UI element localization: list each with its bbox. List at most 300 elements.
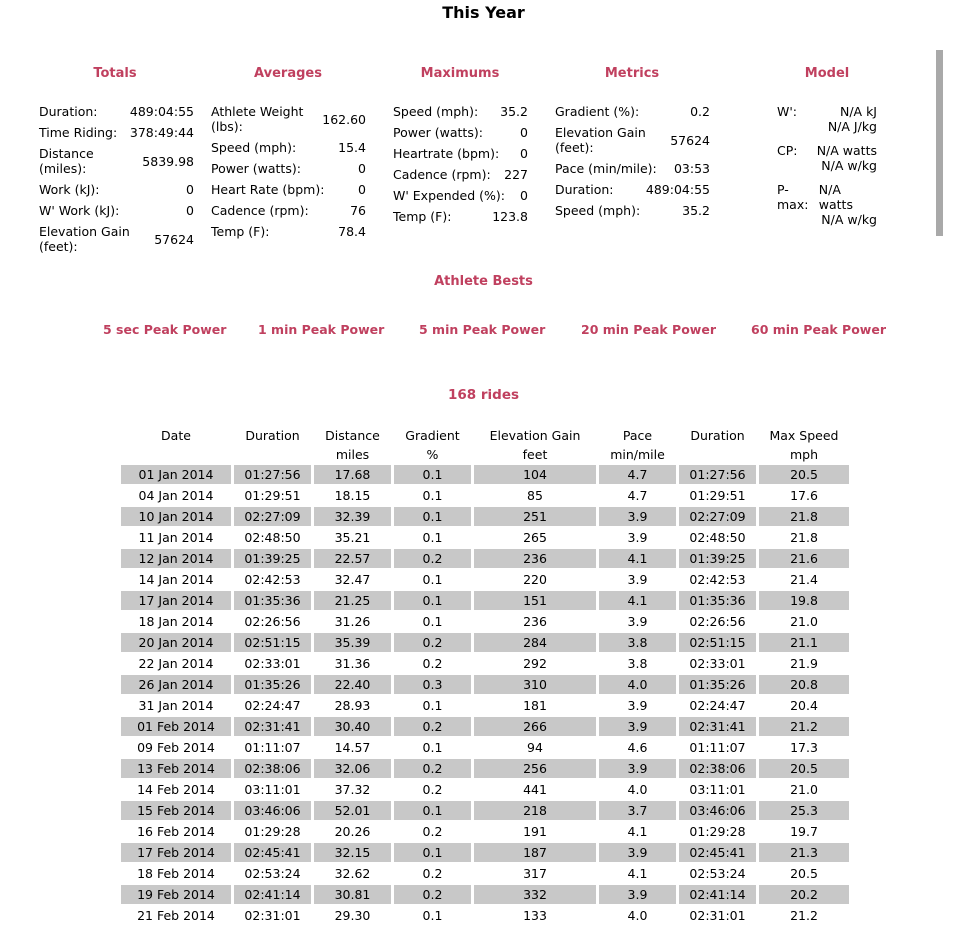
table-cell: 0.1 <box>394 507 471 526</box>
metrics-heading: Metrics <box>604 66 660 81</box>
table-cell: 10 Jan 2014 <box>121 507 231 526</box>
table-cell: 104 <box>474 465 596 484</box>
stat-label: Gradient (%): <box>555 104 640 119</box>
best-20min-link[interactable]: 20 min Peak Power <box>581 322 716 337</box>
stat-value: 378:49:44 <box>129 125 194 140</box>
best-60min-link[interactable]: 60 min Peak Power <box>751 322 886 337</box>
table-cell: 85 <box>527 488 543 503</box>
stat-value: 489:04:55 <box>129 104 194 119</box>
table-cell: 20.5 <box>790 866 818 881</box>
table-cell: 02:48:50 <box>244 530 301 545</box>
table-cell: 12 Jan 2014 <box>121 549 231 568</box>
table-cell: 31.26 <box>334 614 371 629</box>
column-unit <box>234 446 311 463</box>
table-cell: 3.9 <box>627 572 648 587</box>
table-cell: 02:41:14 <box>679 885 756 904</box>
model-cp-sub: N/A w/kg <box>821 158 877 173</box>
maximums-heading: Maximums <box>420 66 500 81</box>
table-cell: 0.2 <box>394 759 471 778</box>
totals-row <box>39 104 194 119</box>
column-header: Distance <box>325 428 380 443</box>
table-row[interactable] <box>121 633 849 652</box>
table-cell: 21.8 <box>790 530 818 545</box>
table-cell: 4.1 <box>599 591 676 610</box>
table-row[interactable] <box>121 696 849 715</box>
table-cell: 01:29:51 <box>689 488 746 503</box>
table-cell: 3.8 <box>599 633 676 652</box>
table-cell: 218 <box>474 801 596 820</box>
table-cell: 02:31:01 <box>244 908 301 923</box>
stat-value: 0 <box>358 161 366 176</box>
column-unit <box>121 446 231 463</box>
table-cell: 0.2 <box>394 633 471 652</box>
table-cell: 4.1 <box>627 824 648 839</box>
stat-value: 0 <box>520 146 528 161</box>
table-cell: 4.0 <box>627 908 648 923</box>
stat-label: Elevation Gain (feet): <box>555 125 646 155</box>
table-cell: 0.2 <box>394 549 471 568</box>
table-cell: 0.1 <box>394 843 471 862</box>
maximums-row <box>393 188 528 203</box>
table-cell: 4.7 <box>627 488 648 503</box>
stat-label: Duration: <box>39 104 98 119</box>
table-cell: 21.3 <box>759 843 849 862</box>
table-cell: 266 <box>474 717 596 736</box>
table-cell: 32.62 <box>334 866 371 881</box>
table-cell: 310 <box>474 675 596 694</box>
table-cell: 20 Jan 2014 <box>121 633 231 652</box>
table-cell: 0.1 <box>422 740 443 755</box>
table-cell: 01:11:07 <box>244 740 301 755</box>
table-cell: 02:48:50 <box>689 530 746 545</box>
table-cell: 4.1 <box>599 549 676 568</box>
table-cell: 02:45:41 <box>234 843 311 862</box>
table-cell: 256 <box>474 759 596 778</box>
model-w-sub: N/A J/kg <box>827 119 877 134</box>
model-cp-value: N/A watts <box>816 143 877 158</box>
table-cell: 02:26:56 <box>244 614 301 629</box>
table-cell: 13 Feb 2014 <box>121 759 231 778</box>
table-row[interactable] <box>121 549 849 568</box>
table-cell: 11 Jan 2014 <box>138 530 214 545</box>
header-row <box>121 427 849 444</box>
table-row[interactable] <box>121 864 849 883</box>
totals-row <box>39 203 194 218</box>
stat-label: Time Riding: <box>39 125 118 140</box>
table-cell: 151 <box>474 591 596 610</box>
table-cell: 32.06 <box>314 759 391 778</box>
table-cell: 17.6 <box>790 488 818 503</box>
table-cell: 31.36 <box>334 656 371 671</box>
totals-row <box>39 224 194 254</box>
averages-panel <box>211 104 366 245</box>
stat-value: 0 <box>186 182 194 197</box>
table-cell: 02:45:41 <box>679 843 756 862</box>
stat-value: 0 <box>358 182 366 197</box>
stat-label: Work (kJ): <box>39 182 100 197</box>
table-cell: 0.1 <box>422 908 443 923</box>
table-cell: 3.9 <box>599 507 676 526</box>
table-cell: 21.8 <box>759 507 849 526</box>
maximums-row <box>393 104 528 119</box>
stat-value: 03:53 <box>673 161 710 176</box>
column-header: Date <box>161 428 191 443</box>
table-cell: 3.7 <box>599 801 676 820</box>
unit-row <box>121 446 849 463</box>
table-cell: 265 <box>523 530 547 545</box>
table-cell: 0.1 <box>422 614 443 629</box>
table-cell: 14 Jan 2014 <box>138 572 214 587</box>
table-cell: 01:29:28 <box>689 824 746 839</box>
table-cell: 02:33:01 <box>689 656 746 671</box>
averages-row <box>211 140 366 155</box>
table-cell: 09 Feb 2014 <box>137 740 215 755</box>
table-cell: 19.7 <box>790 824 818 839</box>
table-cell: 02:53:24 <box>244 866 301 881</box>
maximums-row <box>393 167 528 182</box>
table-cell: 03:11:01 <box>244 782 301 797</box>
table-cell: 220 <box>523 572 547 587</box>
table-cell: 14.57 <box>334 740 371 755</box>
rides-table <box>118 425 852 927</box>
table-cell: 0.2 <box>422 656 443 671</box>
table-cell: 3.9 <box>599 717 676 736</box>
table-cell: 02:31:01 <box>689 908 746 923</box>
table-cell: 236 <box>523 614 547 629</box>
column-header: Elevation Gain <box>489 428 581 443</box>
stat-value: 76 <box>350 203 366 218</box>
maximums-row <box>393 209 528 224</box>
table-cell: 21.4 <box>790 572 818 587</box>
table-cell: 20.26 <box>334 824 371 839</box>
stat-label: Athlete Weight (lbs): <box>211 104 304 134</box>
table-cell: 20.4 <box>790 698 818 713</box>
table-cell: 02:38:06 <box>234 759 311 778</box>
table-cell: 17.68 <box>314 465 391 484</box>
table-cell: 35.21 <box>334 530 371 545</box>
stat-label: Pace (min/mile): <box>555 161 657 176</box>
model-panel <box>777 104 877 236</box>
table-cell: 94 <box>527 740 543 755</box>
table-cell: 317 <box>523 866 547 881</box>
table-cell: 21 Feb 2014 <box>137 908 215 923</box>
table-cell: 3.9 <box>599 843 676 862</box>
table-cell: 332 <box>474 885 596 904</box>
table-row[interactable] <box>121 591 849 610</box>
table-row[interactable] <box>121 843 849 862</box>
table-cell: 4.6 <box>627 740 648 755</box>
table-cell: 22 Jan 2014 <box>138 656 214 671</box>
table-cell: 17.3 <box>790 740 818 755</box>
stat-value: 57624 <box>670 132 710 148</box>
table-row[interactable] <box>121 738 849 757</box>
table-cell: 4.0 <box>599 675 676 694</box>
column-header: Duration <box>245 428 300 443</box>
athlete-bests-heading: Athlete Bests <box>434 274 533 289</box>
metrics-row <box>555 182 710 197</box>
table-cell: 19.8 <box>759 591 849 610</box>
table-cell: 0.1 <box>394 465 471 484</box>
table-cell: 18 Feb 2014 <box>137 866 215 881</box>
table-row[interactable] <box>121 528 849 547</box>
table-cell: 18.15 <box>334 488 371 503</box>
table-cell: 01:39:25 <box>679 549 756 568</box>
stat-value: 0 <box>520 188 528 203</box>
stat-value: 0.2 <box>690 104 710 119</box>
vertical-scrollbar[interactable] <box>936 50 943 236</box>
model-pmax-sub: N/A w/kg <box>821 212 877 227</box>
stat-value: 35.2 <box>500 104 528 119</box>
table-cell: 02:24:47 <box>689 698 746 713</box>
totals-row <box>39 182 194 197</box>
totals-row <box>39 125 194 140</box>
totals-panel <box>39 104 194 260</box>
table-cell: 0.2 <box>422 866 443 881</box>
best-1min-link[interactable]: 1 min Peak Power <box>258 322 385 337</box>
table-cell: 01:35:36 <box>679 591 756 610</box>
table-cell: 31 Jan 2014 <box>138 698 214 713</box>
stat-label: Speed (mph): <box>393 104 479 119</box>
table-cell: 32.39 <box>314 507 391 526</box>
table-row[interactable] <box>121 675 849 694</box>
stat-value: 78.4 <box>338 224 366 239</box>
table-cell: 20.5 <box>759 759 849 778</box>
table-cell: 21.25 <box>314 591 391 610</box>
best-5sec-link[interactable]: 5 sec Peak Power <box>103 322 227 337</box>
totals-row <box>39 146 194 176</box>
table-cell: 01 Jan 2014 <box>121 465 231 484</box>
table-cell: 25.3 <box>759 801 849 820</box>
table-cell: 20.8 <box>759 675 849 694</box>
column-unit: min/mile <box>610 447 665 462</box>
averages-row <box>211 182 366 197</box>
table-row[interactable] <box>121 654 849 673</box>
stat-label: Power (watts): <box>211 161 301 176</box>
table-cell: 187 <box>474 843 596 862</box>
page-title: This Year <box>442 3 525 22</box>
table-cell: 28.93 <box>334 698 371 713</box>
table-cell: 16 Feb 2014 <box>137 824 215 839</box>
table-cell: 133 <box>523 908 547 923</box>
table-row[interactable] <box>121 612 849 631</box>
table-cell: 03:11:01 <box>689 782 746 797</box>
column-header: Gradient <box>405 428 460 443</box>
table-cell: 21.2 <box>759 717 849 736</box>
table-cell: 3.9 <box>627 530 648 545</box>
table-cell: 30.40 <box>314 717 391 736</box>
table-cell: 284 <box>474 633 596 652</box>
averages-heading: Averages <box>254 66 322 81</box>
table-cell: 01:39:25 <box>234 549 311 568</box>
table-row[interactable] <box>121 507 849 526</box>
table-row[interactable] <box>121 822 849 841</box>
rides-heading: 168 rides <box>447 387 520 403</box>
table-cell: 01:35:36 <box>234 591 311 610</box>
maximums-panel <box>393 104 528 230</box>
column-unit: % <box>426 447 439 462</box>
table-cell: 3.9 <box>599 759 676 778</box>
table-cell: 02:27:09 <box>234 507 311 526</box>
stat-value: 57624 <box>154 231 194 247</box>
table-cell: 01:11:07 <box>689 740 746 755</box>
table-cell: 02:42:53 <box>244 572 301 587</box>
stat-label: W' Expended (%): <box>393 188 505 203</box>
column-header: Duration <box>690 428 745 443</box>
stat-value: 162.60 <box>322 111 366 127</box>
table-cell: 19 Feb 2014 <box>121 885 231 904</box>
table-cell: 21.1 <box>759 633 849 652</box>
table-cell: 02:33:01 <box>244 656 301 671</box>
stat-label: Temp (F): <box>393 209 452 224</box>
table-row[interactable] <box>121 570 849 589</box>
table-cell: 21.0 <box>790 614 818 629</box>
table-cell: 02:31:41 <box>234 717 311 736</box>
table-cell: 18 Jan 2014 <box>138 614 214 629</box>
column-header: Pace <box>622 428 653 443</box>
table-cell: 32.15 <box>314 843 391 862</box>
table-cell: 181 <box>523 698 547 713</box>
table-row[interactable] <box>121 801 849 820</box>
table-cell: 4.1 <box>627 866 648 881</box>
table-cell: 02:42:53 <box>689 572 746 587</box>
table-cell: 20.5 <box>759 465 849 484</box>
stat-value: 123.8 <box>492 209 528 224</box>
table-cell: 251 <box>474 507 596 526</box>
table-cell: 236 <box>474 549 596 568</box>
stat-value: 5839.98 <box>142 153 194 169</box>
stat-value: 489:04:55 <box>645 182 710 197</box>
table-cell: 0.1 <box>422 530 443 545</box>
table-cell: 21.2 <box>790 908 818 923</box>
table-cell: 0.3 <box>394 675 471 694</box>
table-cell: 01:27:56 <box>679 465 756 484</box>
stat-label: Temp (F): <box>211 224 270 239</box>
table-cell: 02:53:24 <box>689 866 746 881</box>
stat-value: 0 <box>186 203 194 218</box>
model-cp-label: CP: <box>777 143 798 158</box>
table-cell: 4.0 <box>627 782 648 797</box>
table-cell: 52.01 <box>314 801 391 820</box>
table-cell: 0.1 <box>422 698 443 713</box>
metrics-panel <box>555 104 710 224</box>
table-cell: 0.2 <box>394 717 471 736</box>
stat-label: Heart Rate (bpm): <box>211 182 325 197</box>
table-cell: 17 Feb 2014 <box>121 843 231 862</box>
stat-label: Speed (mph): <box>211 140 297 155</box>
table-cell: 02:51:15 <box>234 633 311 652</box>
table-cell: 29.30 <box>334 908 371 923</box>
column-unit: miles <box>335 447 370 462</box>
table-cell: 02:26:56 <box>689 614 746 629</box>
model-w-value: N/A kJ <box>839 104 877 119</box>
table-cell: 01:29:51 <box>244 488 301 503</box>
table-cell: 02:51:15 <box>679 633 756 652</box>
rides-table-header <box>121 427 849 463</box>
stat-value: 35.2 <box>682 203 710 218</box>
table-cell: 01 Feb 2014 <box>121 717 231 736</box>
column-unit <box>679 446 756 463</box>
table-cell: 17 Jan 2014 <box>121 591 231 610</box>
stat-label: Speed (mph): <box>555 203 641 218</box>
table-cell: 22.57 <box>314 549 391 568</box>
table-cell: 03:46:06 <box>234 801 311 820</box>
stat-label: W' Work (kJ): <box>39 203 120 218</box>
table-cell: 22.40 <box>314 675 391 694</box>
stat-label: Elevation Gain (feet): <box>39 224 130 254</box>
stat-value: 15.4 <box>338 140 366 155</box>
averages-row <box>211 224 366 239</box>
metrics-row <box>555 203 710 218</box>
table-cell: 0.2 <box>422 824 443 839</box>
table-cell: 02:24:47 <box>244 698 301 713</box>
table-cell: 292 <box>523 656 547 671</box>
table-cell: 30.81 <box>314 885 391 904</box>
table-cell: 4.7 <box>599 465 676 484</box>
table-cell: 01:29:28 <box>244 824 301 839</box>
table-cell: 37.32 <box>334 782 371 797</box>
table-row[interactable] <box>121 780 849 799</box>
column-unit: feet <box>522 447 548 462</box>
table-cell: 0.1 <box>394 591 471 610</box>
column-unit: mph <box>789 447 819 462</box>
table-row[interactable] <box>121 717 849 736</box>
table-cell: 02:38:06 <box>679 759 756 778</box>
metrics-row <box>555 104 710 119</box>
table-cell: 01:27:56 <box>234 465 311 484</box>
averages-row <box>211 161 366 176</box>
table-cell: 3.9 <box>599 885 676 904</box>
table-cell: 3.9 <box>627 698 648 713</box>
rides-table-body <box>121 465 849 925</box>
table-cell: 35.39 <box>314 633 391 652</box>
table-cell: 21.9 <box>790 656 818 671</box>
table-cell: 0.2 <box>422 782 443 797</box>
table-cell: 14 Feb 2014 <box>137 782 215 797</box>
table-cell: 15 Feb 2014 <box>121 801 231 820</box>
table-cell: 3.8 <box>627 656 648 671</box>
table-cell: 03:46:06 <box>679 801 756 820</box>
stat-label: Distance (miles): <box>39 146 94 176</box>
table-row[interactable] <box>121 885 849 904</box>
table-cell: 3.9 <box>627 614 648 629</box>
table-cell: 20.2 <box>759 885 849 904</box>
table-row[interactable] <box>121 906 849 925</box>
model-pmax-value: N/A watts <box>818 182 853 212</box>
table-cell: 26 Jan 2014 <box>121 675 231 694</box>
stat-value: 0 <box>520 125 528 140</box>
table-cell: 21.0 <box>790 782 818 797</box>
best-5min-link[interactable]: 5 min Peak Power <box>419 322 546 337</box>
averages-row <box>211 104 366 134</box>
table-row[interactable] <box>121 486 849 505</box>
table-cell: 01:35:26 <box>234 675 311 694</box>
table-cell: 0.1 <box>422 572 443 587</box>
table-row[interactable] <box>121 465 849 484</box>
stat-value: 227 <box>504 167 528 182</box>
stat-label: Cadence (rpm): <box>393 167 491 182</box>
metrics-row <box>555 125 710 155</box>
stat-label: Cadence (rpm): <box>211 203 309 218</box>
table-cell: 0.2 <box>394 885 471 904</box>
table-cell: 02:31:41 <box>679 717 756 736</box>
table-cell: 32.47 <box>334 572 371 587</box>
maximums-row <box>393 125 528 140</box>
table-cell: 02:41:14 <box>234 885 311 904</box>
column-header: Max Speed <box>769 428 839 443</box>
table-row[interactable] <box>121 759 849 778</box>
model-heading: Model <box>804 66 850 81</box>
metrics-row <box>555 161 710 176</box>
